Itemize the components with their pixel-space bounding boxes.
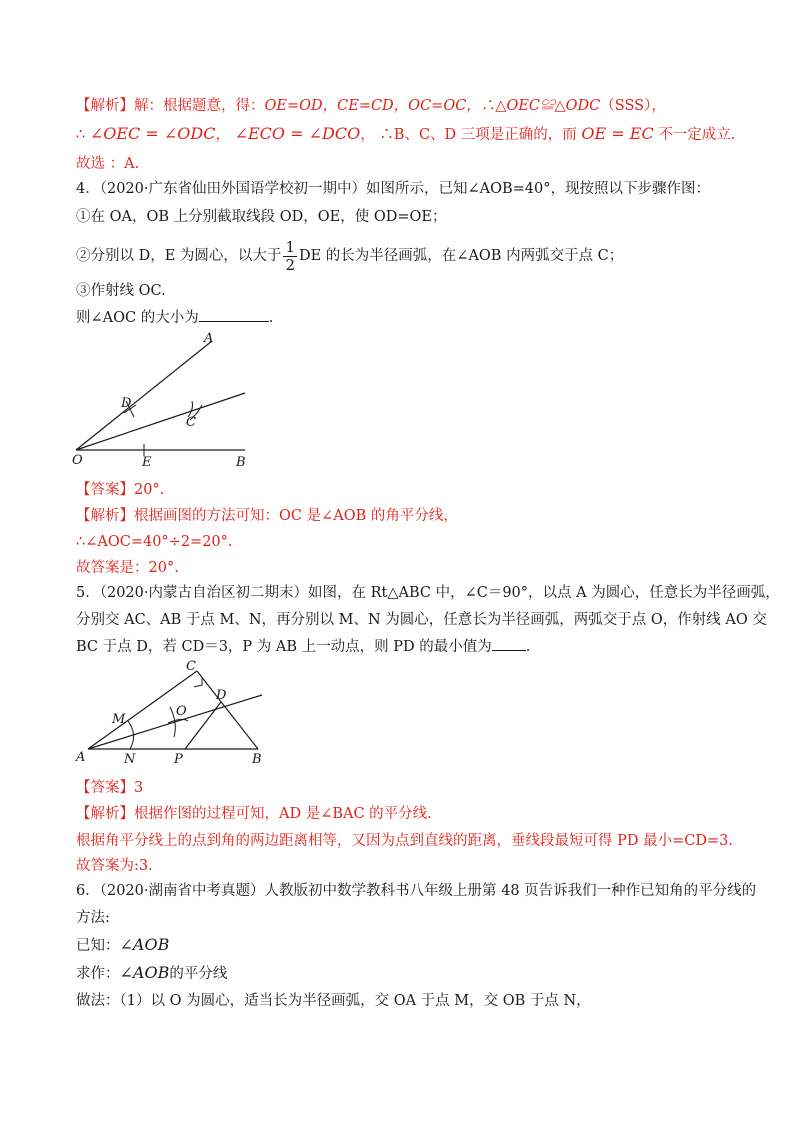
fraction-one-half: $\frac{1}{2}$ (285, 237, 295, 274)
q4-angle-figure (60, 325, 260, 470)
label-P: P (174, 752, 183, 767)
q6-stem-2: 方法: (76, 910, 110, 926)
label-B: B (236, 455, 246, 470)
label-D: D (121, 396, 132, 411)
solution-line-1: 【解析】解：根据题意，得：OE=OD，CE=CD，OC=OC，∴△OEC≌△ODC（SSS）， (76, 98, 666, 114)
q4-step-3: ③作射线 OC. (76, 283, 166, 299)
solution-line-3: 故选 ：A. (76, 156, 140, 172)
q5-stem-3: BC 于点 D，若 CD＝3，P 为 AB 上一动点，则 PD 的最小值为 . (76, 636, 740, 658)
answer-blank (199, 307, 269, 322)
label-D: D (216, 688, 227, 703)
q4-step-1: ①在 OA，OB 上分别截取线段 OD，OE，使 OD=OE； (76, 209, 447, 225)
q4-analysis-2: ∴∠AOC=40°÷2=20°. (76, 534, 233, 550)
q6-stem-1: 6．（2020·湖南省中考真题）人教版初中数学教科书八年级上册第 48 页告诉我们一种作已知角的平分线的 (76, 883, 757, 899)
analysis-tag: 【解析】 (76, 98, 134, 114)
answer-blank (492, 636, 526, 651)
q4-final: 故答案是：20°. (76, 560, 179, 576)
q5-stem-2: 分别交 AC、AB 于点 M、N，再分别以 M、N 为圆心，任意长为半径画弧，两弧交于点 O，作射线 AO 交 (76, 612, 767, 628)
segment-PD (185, 702, 221, 749)
q4-analysis-1: 【解析】根据画图的方法可知：OC 是∠AOB 的角平分线， (76, 508, 458, 524)
q5-final: 故答案为:3. (76, 858, 153, 874)
right-angle-mark (194, 677, 202, 687)
q4-stem: 4．（2020·广东省仙田外国语学校初一期中）如图所示，已知∠AOB=40°，现按照以下步骤作图： (76, 181, 710, 197)
label-O: O (72, 453, 83, 468)
ray-OA (76, 341, 212, 450)
label-A: A (204, 331, 214, 346)
ray-OC (76, 393, 245, 450)
label-B: B (252, 752, 262, 767)
label-O: O (176, 704, 187, 719)
q4-step-2: ②分别以 D，E 为圆心，以大于 $\frac{1}{2}$ DE 的长为半径画弧，在∠AOB 内两弧交于点 C； (76, 237, 624, 274)
solution-line-2: ∴ ∠OEC = ∠ODC， ∠ECO = ∠DCO， ∴B、C、D 三项是正确的，而 OE = EC 不一定成立. (76, 124, 736, 143)
q5-stem-1: 5．（2020·内蒙古自治区初二期末）如图，在 Rt△ABC 中，∠C＝90°，以点 A 为圆心，任意长为半径画弧， (76, 585, 780, 601)
segment-CB (197, 671, 258, 749)
q4-question: 则∠AOC 的大小为 . (76, 307, 740, 329)
q5-triangle-figure (70, 655, 270, 767)
q5-answer: 【答案】3 (76, 780, 144, 796)
label-N: N (124, 752, 136, 767)
label-E: E (142, 455, 152, 470)
q6-construct: 求作：∠AOB的平分线 (76, 963, 228, 982)
label-A: A (76, 750, 86, 765)
q5-analysis-2: 根据角平分线上的点到角的两边距离相等，又因为点到直线的距离，垂线段最短可得 PD 最小=CD=3. (76, 833, 733, 849)
label-C: C (186, 659, 196, 674)
q6-method: 做法：（1）以 O 为圆心，适当长为半径画弧，交 OA 于点 M，交 OB 于点 N， (76, 993, 591, 1009)
q5-analysis-1: 【解析】根据作图的过程可知，AD 是∠BAC 的平分线. (76, 806, 432, 822)
label-C: C (186, 415, 196, 430)
q4-answer: 【答案】20°. (76, 482, 165, 498)
label-M: M (112, 712, 126, 727)
q6-known: 已知：∠AOB (76, 935, 170, 954)
